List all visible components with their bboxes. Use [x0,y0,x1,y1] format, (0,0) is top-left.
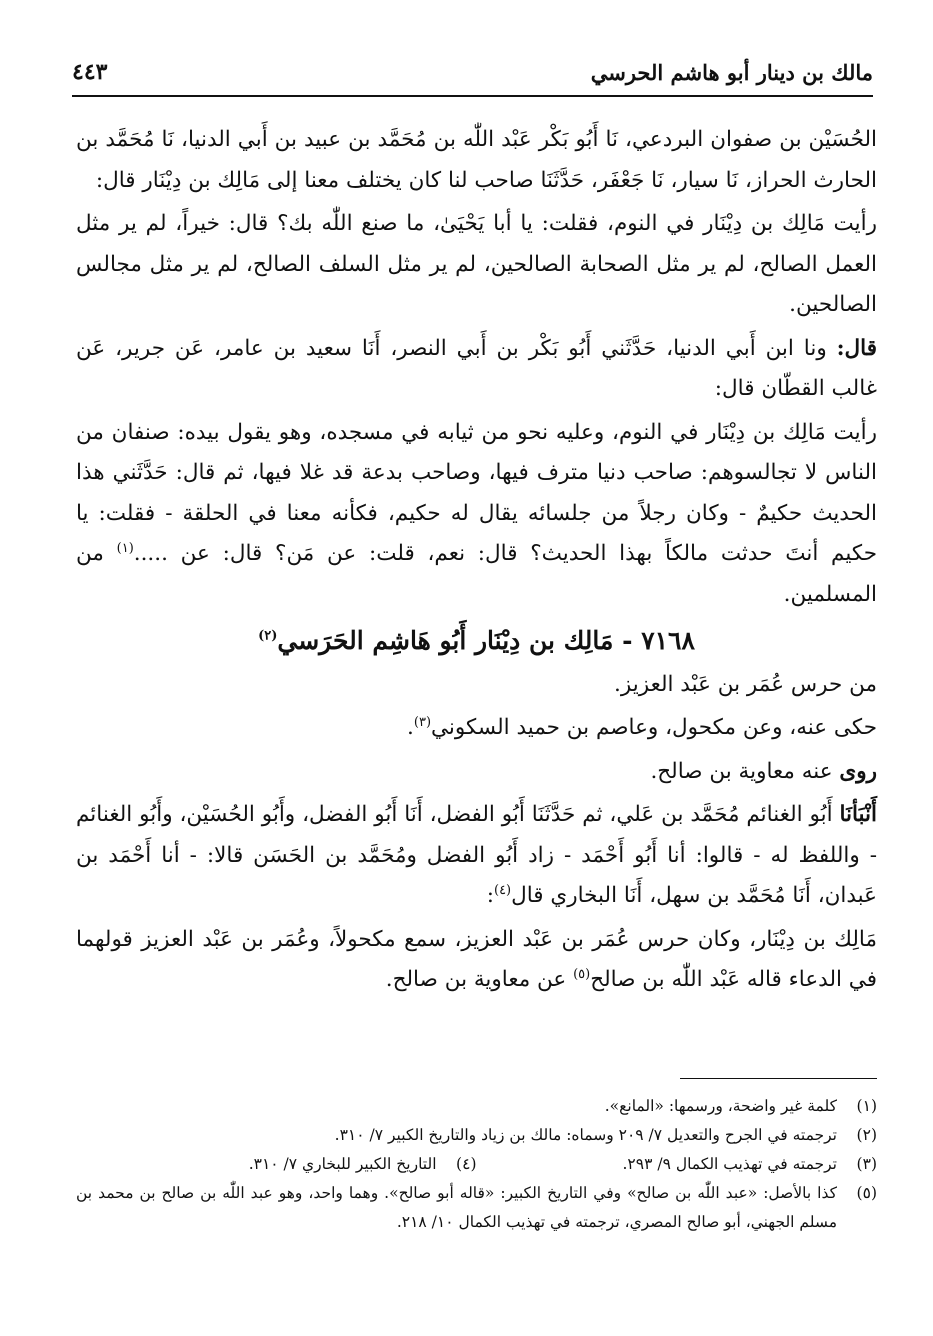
page-number: ٤٤٣ [72,59,108,85]
paragraph-4 [76,413,877,616]
footnote-5-number: (٥) [856,1184,877,1202]
footnote-ref-4[interactable]: (٤) [493,882,512,898]
footnote-5 [76,1179,877,1237]
header-rule [72,95,873,97]
paragraph-9 [76,920,877,1001]
paragraph-8-text: أَبُو الغنائم مُحَمَّد بن عَلي، ثم حَدَّثَنَا أَبُو الفضل، أَنَا أَبُو الفضل، وأَبُو الحُسَيْن، وأَبُو الغنائم - واللفظ له - قالوا: أنا أَبُو أَحْمَد - زاد أَبُو الفضل ومُحَمَّد بن الحَسَن قالا: - أنا أَحْمَد بن عَبدان، أَنَا مُحَمَّد بن سهل، أَنَا البخاري قال [76,802,877,908]
paragraph-6 [76,708,877,749]
paragraph-9-text: مَالِك بن دِيْنَار، وكان حرس عُمَر بن عَبْد العزيز، سمع مكحولاً، وعُمَر بن عَبْد العزيز قولهما في الدعاء قاله عَبْد اللّٰه بن صالح [76,926,877,992]
footnote-2 [76,1121,877,1150]
footnote-1 [76,1092,877,1121]
footnotes [76,1092,877,1237]
paragraph-3-lead: قال: [836,335,877,361]
paragraph-6-end: . [407,715,414,740]
footnote-ref-3[interactable]: (٣) [413,714,432,730]
paragraph-6-text: حكى عنه، وعن مكحول، وعاصم بن حميد السكوني [431,715,877,740]
footnote-1-text: كلمة غير واضحة، ورسمها: «المانع». [604,1097,837,1115]
paragraph-4-end: من المسلمين. [76,541,877,607]
paragraph-3 [76,329,877,410]
paragraph-9-end: عن معاوية بن صالح. [385,967,574,992]
footnote-4 [76,1150,477,1179]
paragraph-5: من حرس عُمَر بن عَبْد العزيز. [614,671,877,697]
paragraph-1: الحُسَيْن بن صفوان البردعي، نَا أَبُو بَكْر عَبْد اللّٰه بن مُحَمَّد بن عبيد بن أَبي الدنيا، نَا مُحَمَّد بن الحارث الحراز، نَا سيار، نَا جَعْفَر، حَدَّثَنَا صاحب لنا كان يختلف معنا إلى مَالِك بن دِيْنَار قال: [76,127,877,193]
footnote-3-text: ترجمته في تهذيب الكمال ٩/ ٢٩٣. [622,1155,837,1173]
entry-heading-text: ٧١٦٨ - مَالِك بن دِيْنَار أَبُو هَاشِم الحَرَسي [277,626,695,655]
footnote-ref-1[interactable]: (١) [116,540,134,556]
paragraph-2: رأيت مَالِك بن دِيْنَار في النوم، فقلت: يا أبا يَحْيَىٰ، ما صنع اللّٰه بك؟ قال: خيراً، لم ير مثل العمل الصالح، لم ير مثل الصحابة الصالحين، لم ير مثل السلف الصالح، لم ير مثل مجالس الصالحين. [76,211,877,317]
footnote-4-number: (٤) [456,1155,477,1173]
footnote-rule [680,1078,877,1079]
main-text [76,120,877,1001]
footnote-ref-2[interactable]: (٢) [258,628,278,644]
paragraph-3-text: ونا ابن أَبي الدنيا، حَدَّثَني أَبُو بَكْر بن أَبي النصر، أَنَا سعيد بن عامر، عَن جرير، عَن غالب القطّان قال: [76,335,877,401]
paragraph-7 [76,752,877,793]
footnotes-3-4 [76,1150,877,1179]
paragraph-7-text: عنه معاوية بن صالح. [650,758,840,784]
footnote-2-number: (٢) [856,1126,877,1144]
paragraph-8 [76,795,877,917]
footnote-2-text: ترجمته في الجرح والتعديل ٧/ ٢٠٩ وسماه: مالك بن زياد والتاريخ الكبير ٧/ ٣١٠. [334,1126,837,1144]
footnote-ref-5[interactable]: (٥) [573,966,591,982]
running-header [72,52,873,92]
paragraph-7-lead: روى [839,758,877,784]
paragraph-8-lead: أَنْبَأنَا [839,802,877,827]
entry-heading [76,621,877,662]
paragraph-4-text: رأيت مَالِك بن دِيْنَار في النوم، وعليه نحو من ثيابه في مسجده، وهو يقول بيده: صنفان من الناس لا تجالسوهم: صاحب دنيا مترف فيها، وصاحب بدعة قد غلا فيها، ثم قال: حَدَّثَني هذا الحديث حكيمٌ - وكان رجلاً من جلسائه يقال له حكيم، فكأنه معنا في الحلقة - فقلت: يا حكيم أنتَ حدثت مالكاً بهذا الحديث؟ قال: نعم، قلت: عن مَن؟ قال: عن ..... [76,419,877,566]
running-title: مالك بن دينار أبو هاشم الحرسي [590,59,873,85]
footnote-3-number: (٣) [856,1155,877,1173]
footnote-4-text: التاريخ الكبير للبخاري ٧/ ٣١٠. [248,1155,437,1173]
footnote-3 [477,1150,878,1179]
footnote-5-text: كذا بالأصل: «عبد اللّٰه بن صالح» وفي التاريخ الكبير: «قاله أبو صالح». وهما واحد، وهو عبد اللّٰه بن صالح بن محمد بن مسلم الجهني، أبو صالح المصري، ترجمته في تهذيب الكمال ١٠/ ٢١٨. [76,1184,837,1231]
paragraph-8-end: : [486,883,494,908]
footnote-1-number: (١) [856,1097,877,1115]
